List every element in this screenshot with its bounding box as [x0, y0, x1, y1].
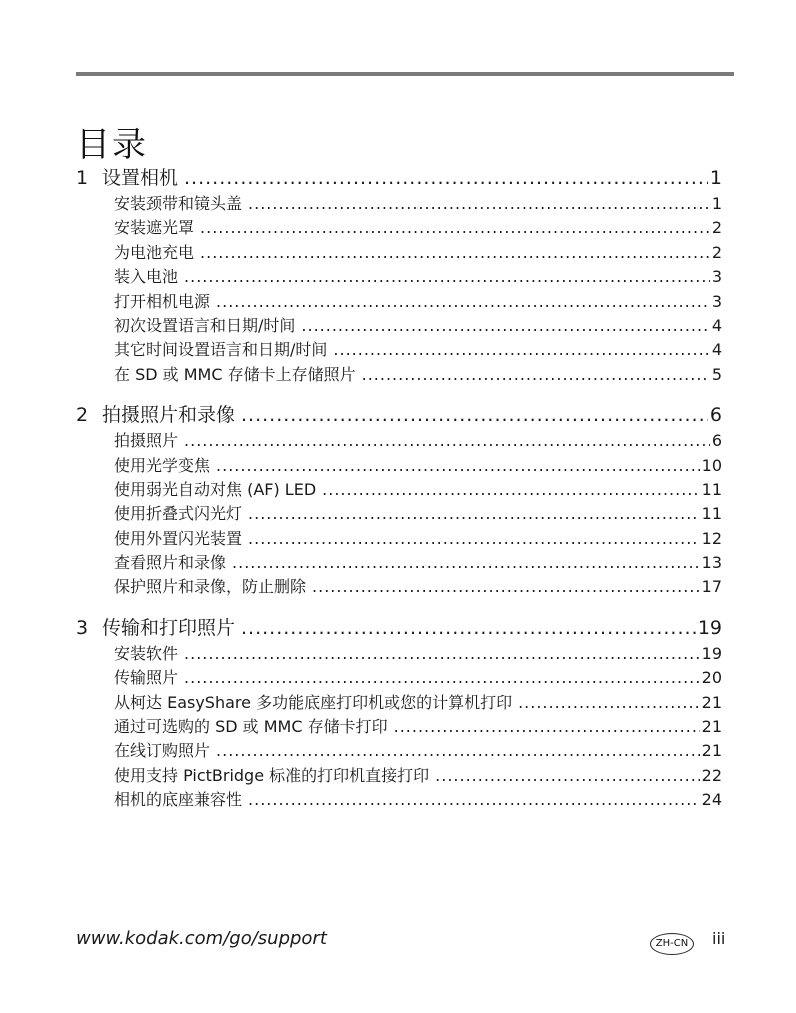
dot-leader	[216, 290, 710, 314]
toc-entry[interactable]	[76, 551, 722, 575]
entry-title: 在 SD 或 MMC 存储卡上存储照片	[114, 364, 356, 384]
chapter-page-number: 1	[709, 167, 722, 189]
entry-page-number: 21	[701, 717, 722, 737]
entry-title: 从柯达 EasyShare 多功能底座打印机或您的计算机打印	[114, 692, 513, 712]
toc-entry[interactable]	[76, 502, 722, 526]
toc-entry[interactable]	[76, 575, 722, 599]
entry-title: 查看照片和录像	[114, 553, 227, 573]
entry-page-number: 12	[701, 528, 722, 548]
dot-leader	[184, 164, 708, 192]
entry-title: 其它时间设置语言和日期/时间	[114, 340, 328, 360]
entry-title: 装入电池	[114, 267, 179, 287]
toc-entry[interactable]	[76, 788, 722, 812]
toc-entry[interactable]	[76, 429, 722, 453]
entry-title: 使用光学变焦	[114, 455, 211, 475]
entry-page-number: 11	[701, 504, 722, 524]
entry-page-number: 13	[701, 553, 722, 573]
toc-entry[interactable]	[76, 290, 722, 314]
entry-page-number: 1	[711, 194, 722, 213]
dot-leader	[248, 527, 700, 551]
dot-leader	[184, 265, 710, 289]
chapter-page-number: 19	[697, 616, 722, 639]
dot-leader	[216, 454, 700, 478]
entry-title: 使用折叠式闪光灯	[114, 504, 243, 524]
dot-leader	[362, 363, 710, 387]
dot-leader	[216, 739, 700, 763]
entry-page-number: 22	[701, 765, 722, 785]
entry-page-number: 21	[701, 692, 722, 712]
dot-leader	[435, 764, 699, 788]
entry-page-number: 21	[701, 741, 722, 761]
entry-title: 通过可选购的 SD 或 MMC 存储卡打印	[114, 717, 388, 737]
table-of-contents	[76, 164, 722, 813]
toc-entry[interactable]	[76, 314, 722, 338]
dot-leader	[248, 788, 700, 812]
dot-leader	[184, 642, 700, 666]
entry-page-number: 2	[711, 242, 722, 262]
chapter-2	[76, 401, 722, 600]
dot-leader	[200, 216, 710, 240]
entry-page-number: 10	[701, 455, 722, 475]
page-title: 目录	[76, 124, 148, 165]
entry-title: 传输照片	[114, 668, 179, 688]
toc-entry[interactable]	[76, 454, 722, 478]
entry-title: 拍摄照片	[114, 431, 179, 451]
toc-entry[interactable]	[76, 764, 722, 788]
dot-leader	[200, 241, 710, 265]
chapter-page-number: 6	[709, 404, 722, 427]
entry-page-number: 3	[711, 267, 722, 287]
chapter-title: 传输和打印照片	[102, 616, 236, 639]
toc-entry[interactable]	[76, 666, 722, 690]
chapter-heading[interactable]	[76, 164, 722, 192]
entry-page-number: 3	[711, 291, 722, 311]
toc-entry[interactable]	[76, 527, 722, 551]
dot-leader	[333, 338, 709, 362]
entry-title: 相机的底座兼容性	[114, 790, 243, 810]
entry-title: 保护照片和录像，防止删除	[114, 577, 307, 597]
entry-title: 打开相机电源	[114, 291, 211, 311]
dot-leader	[241, 614, 696, 642]
entry-title: 初次设置语言和日期/时间	[114, 315, 296, 335]
entry-title: 使用外置闪光装置	[114, 528, 243, 548]
page-number: iii	[712, 929, 726, 948]
chapter-number: 3	[76, 616, 89, 639]
entry-page-number: 4	[711, 315, 722, 335]
chapter-number: 1	[76, 167, 89, 189]
dot-leader	[394, 715, 700, 739]
chapter-1	[76, 164, 722, 387]
entry-page-number: 19	[701, 643, 722, 663]
toc-entry[interactable]	[76, 691, 722, 715]
chapter-title: 拍摄照片和录像	[102, 404, 236, 427]
dot-leader	[322, 478, 699, 502]
toc-entry[interactable]	[76, 642, 722, 666]
entry-page-number: 2	[711, 218, 722, 238]
entry-title: 使用弱光自动对焦 (AF) LED	[114, 479, 317, 499]
dot-leader	[232, 551, 700, 575]
dot-leader	[241, 401, 708, 429]
entry-page-number: 24	[701, 790, 722, 810]
entry-title: 安装遮光罩	[114, 218, 195, 238]
entry-page-number: 4	[711, 340, 722, 360]
entry-page-number: 17	[701, 577, 722, 597]
dot-leader	[518, 691, 700, 715]
toc-entry[interactable]	[76, 192, 722, 216]
support-url[interactable]: www.kodak.com/go/support	[76, 928, 327, 949]
entry-title: 使用支持 PictBridge 标准的打印机直接打印	[114, 765, 430, 785]
entry-page-number: 6	[711, 431, 722, 451]
dot-leader	[248, 502, 700, 526]
toc-entry[interactable]	[76, 715, 722, 739]
toc-entry[interactable]	[76, 338, 722, 362]
chapter-3	[76, 614, 722, 813]
toc-entry[interactable]	[76, 478, 722, 502]
chapter-title: 设置相机	[102, 167, 179, 189]
dot-leader	[248, 192, 710, 216]
toc-entry[interactable]	[76, 265, 722, 289]
toc-entry[interactable]	[76, 216, 722, 240]
toc-entry[interactable]	[76, 363, 722, 387]
chapter-heading[interactable]	[76, 401, 722, 429]
dot-leader	[301, 314, 709, 338]
dot-leader	[184, 666, 700, 690]
entry-page-number: 5	[711, 364, 722, 384]
entry-page-number: 11	[701, 479, 722, 499]
language-badge: ZH-CN	[650, 933, 694, 955]
top-rule	[76, 72, 734, 76]
toc-entry[interactable]	[76, 739, 722, 763]
entry-title: 为电池充电	[114, 242, 195, 262]
entry-page-number: 20	[701, 668, 722, 688]
chapter-number: 2	[76, 404, 89, 427]
entry-title: 安装颈带和镜头盖	[114, 194, 243, 213]
dot-leader	[312, 575, 700, 599]
entry-title: 在线订购照片	[114, 741, 211, 761]
toc-entry[interactable]	[76, 241, 722, 265]
dot-leader	[184, 429, 710, 453]
chapter-heading[interactable]	[76, 614, 722, 642]
entry-title: 安装软件	[114, 643, 179, 663]
